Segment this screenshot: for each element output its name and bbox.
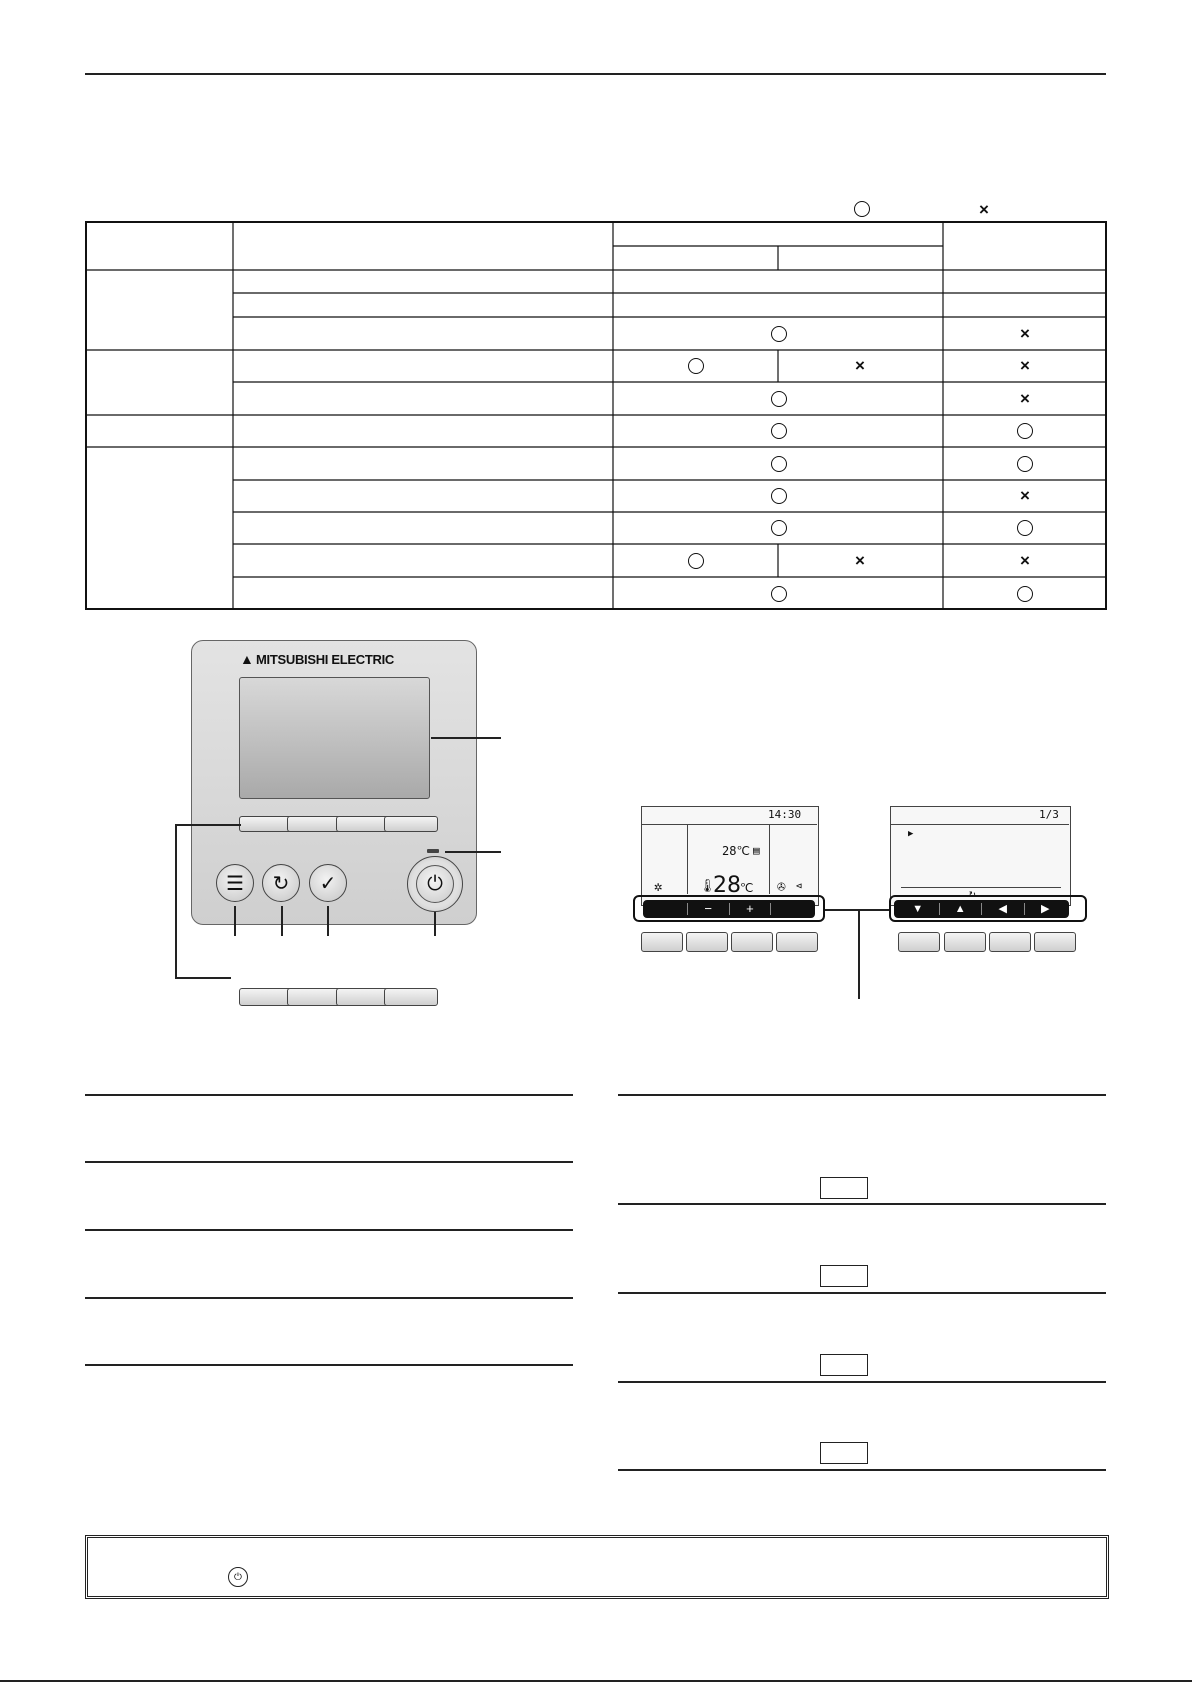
- function-button-f4-enlarged: [384, 988, 438, 1006]
- section-rule: [618, 1203, 1106, 1205]
- unsupported-mark: ×: [1020, 551, 1030, 570]
- screen-footer-rule: [901, 887, 1061, 888]
- leader-line-menu: [234, 906, 236, 936]
- supported-mark: [688, 358, 704, 374]
- compatibility-table: [85, 221, 1107, 610]
- return-button[interactable]: [262, 864, 300, 902]
- supported-mark: [1017, 520, 1033, 536]
- clock-text: 14:30: [768, 808, 802, 821]
- room-temp-text: 28: [713, 873, 741, 898]
- legend-supported-mark: [854, 201, 870, 217]
- brand-name: MITSUBISHI ELECTRIC: [256, 652, 395, 667]
- top-rule: [85, 73, 1106, 75]
- connector-line: [825, 909, 889, 911]
- softkey-label-f3: +: [730, 903, 772, 915]
- section-rule: [85, 1161, 573, 1163]
- legend-unsupported-mark: ×: [979, 200, 989, 219]
- function-button-f1-enlarged: [239, 988, 293, 1006]
- on-off-button[interactable]: [407, 856, 463, 912]
- menu-button[interactable]: [216, 864, 254, 902]
- section-rule: [618, 1469, 1106, 1471]
- mitsubishi-logo-icon: ▲: [240, 651, 254, 667]
- unsupported-mark: ×: [1020, 356, 1030, 375]
- return-hint-icon: ↻: [969, 887, 976, 900]
- section-rule: [618, 1094, 1106, 1096]
- supported-mark: [771, 488, 787, 504]
- select-button[interactable]: [309, 864, 347, 902]
- power-icon: ⏻: [228, 1567, 248, 1587]
- leader-line-lamp: [445, 851, 501, 853]
- cursor-icon: ▶: [908, 829, 914, 839]
- screen-function-button: [776, 932, 818, 952]
- leader-line-fbuttons-bottom: [175, 977, 231, 979]
- section-rule: [85, 1297, 573, 1299]
- screen-function-button: [1034, 932, 1076, 952]
- section-rule: [85, 1229, 573, 1231]
- leader-line-screen: [431, 737, 501, 739]
- section-rule: [85, 1364, 573, 1366]
- supported-mark: [771, 391, 787, 407]
- softkey-highlight-frame: [633, 895, 825, 922]
- function-key-box: [820, 1354, 868, 1376]
- sample-screen-main: [641, 806, 819, 906]
- softkey-label-f2: −: [688, 903, 730, 915]
- screen-function-button: [731, 932, 773, 952]
- function-button-f3-enlarged: [336, 988, 390, 1006]
- operation-lamp: [427, 849, 439, 853]
- vane-icon: ⊲: [796, 881, 803, 892]
- function-key-box: [820, 1265, 868, 1287]
- screen-divider: [769, 824, 770, 894]
- connector-line-vertical: [858, 909, 860, 999]
- leader-line-return: [281, 906, 283, 936]
- leader-line-select: [327, 906, 329, 936]
- function-key-box: [820, 1177, 868, 1199]
- supported-mark: [771, 520, 787, 536]
- softkey-label-down: ▼: [897, 903, 940, 915]
- function-button-f2[interactable]: [287, 816, 341, 832]
- preset-temp-text: 28℃: [722, 844, 750, 858]
- softkey-label-left: ◀: [982, 903, 1025, 915]
- supported-mark: [771, 326, 787, 342]
- softkey-label-right: ▶: [1041, 903, 1050, 915]
- supported-mark: [1017, 456, 1033, 472]
- screen-header-rule: [891, 824, 1069, 825]
- function-button-f4[interactable]: [384, 816, 438, 832]
- section-rule: [618, 1292, 1106, 1294]
- unsupported-mark: ×: [1020, 486, 1030, 505]
- menu-icon: ☰: [226, 872, 244, 895]
- supported-mark: [1017, 423, 1033, 439]
- section-rule: [618, 1381, 1106, 1383]
- bottom-rule: [0, 1680, 1192, 1682]
- supported-mark: [771, 586, 787, 602]
- screen-function-button: [898, 932, 940, 952]
- filter-icon: ▤: [753, 844, 760, 857]
- screen-function-button: [944, 932, 986, 952]
- leader-line-fbuttons-vertical: [175, 824, 177, 978]
- function-button-f1[interactable]: [239, 816, 293, 832]
- unsupported-mark: ×: [855, 356, 865, 375]
- power-icon: ⏻: [427, 872, 443, 895]
- function-button-f2-enlarged: [287, 988, 341, 1006]
- function-key-box: [820, 1442, 868, 1464]
- table-grid: [85, 221, 1107, 610]
- softkey-highlight-frame: [889, 895, 1087, 922]
- sample-screen-menu: [890, 806, 1071, 906]
- leader-line-power: [434, 912, 436, 936]
- leader-line-fbuttons: [175, 824, 241, 826]
- softkey-label-up: ▲: [940, 903, 983, 915]
- screen-function-button: [641, 932, 683, 952]
- supported-mark: [771, 423, 787, 439]
- thermometer-icon: 🌡: [699, 879, 716, 894]
- screen-function-button: [989, 932, 1031, 952]
- page-indicator: 1/3: [1039, 808, 1059, 821]
- supported-mark: [771, 456, 787, 472]
- supported-mark: [688, 553, 704, 569]
- unsupported-mark: ×: [1020, 389, 1030, 408]
- fan-icon: ✇: [777, 879, 786, 895]
- supported-mark: [1017, 586, 1033, 602]
- screen-divider: [687, 824, 688, 894]
- room-temp-unit: ℃: [740, 881, 754, 895]
- screen-header-rule: [642, 824, 817, 825]
- unsupported-mark: ×: [855, 551, 865, 570]
- cool-mode-icon: ✲: [654, 879, 663, 895]
- unsupported-mark: ×: [1020, 324, 1030, 343]
- screen-function-button: [686, 932, 728, 952]
- return-icon: ↻: [272, 872, 290, 895]
- section-rule: [85, 1094, 573, 1096]
- function-button-f3[interactable]: [336, 816, 390, 832]
- select-icon: ✓: [319, 872, 337, 895]
- lcd-screen: [239, 677, 430, 799]
